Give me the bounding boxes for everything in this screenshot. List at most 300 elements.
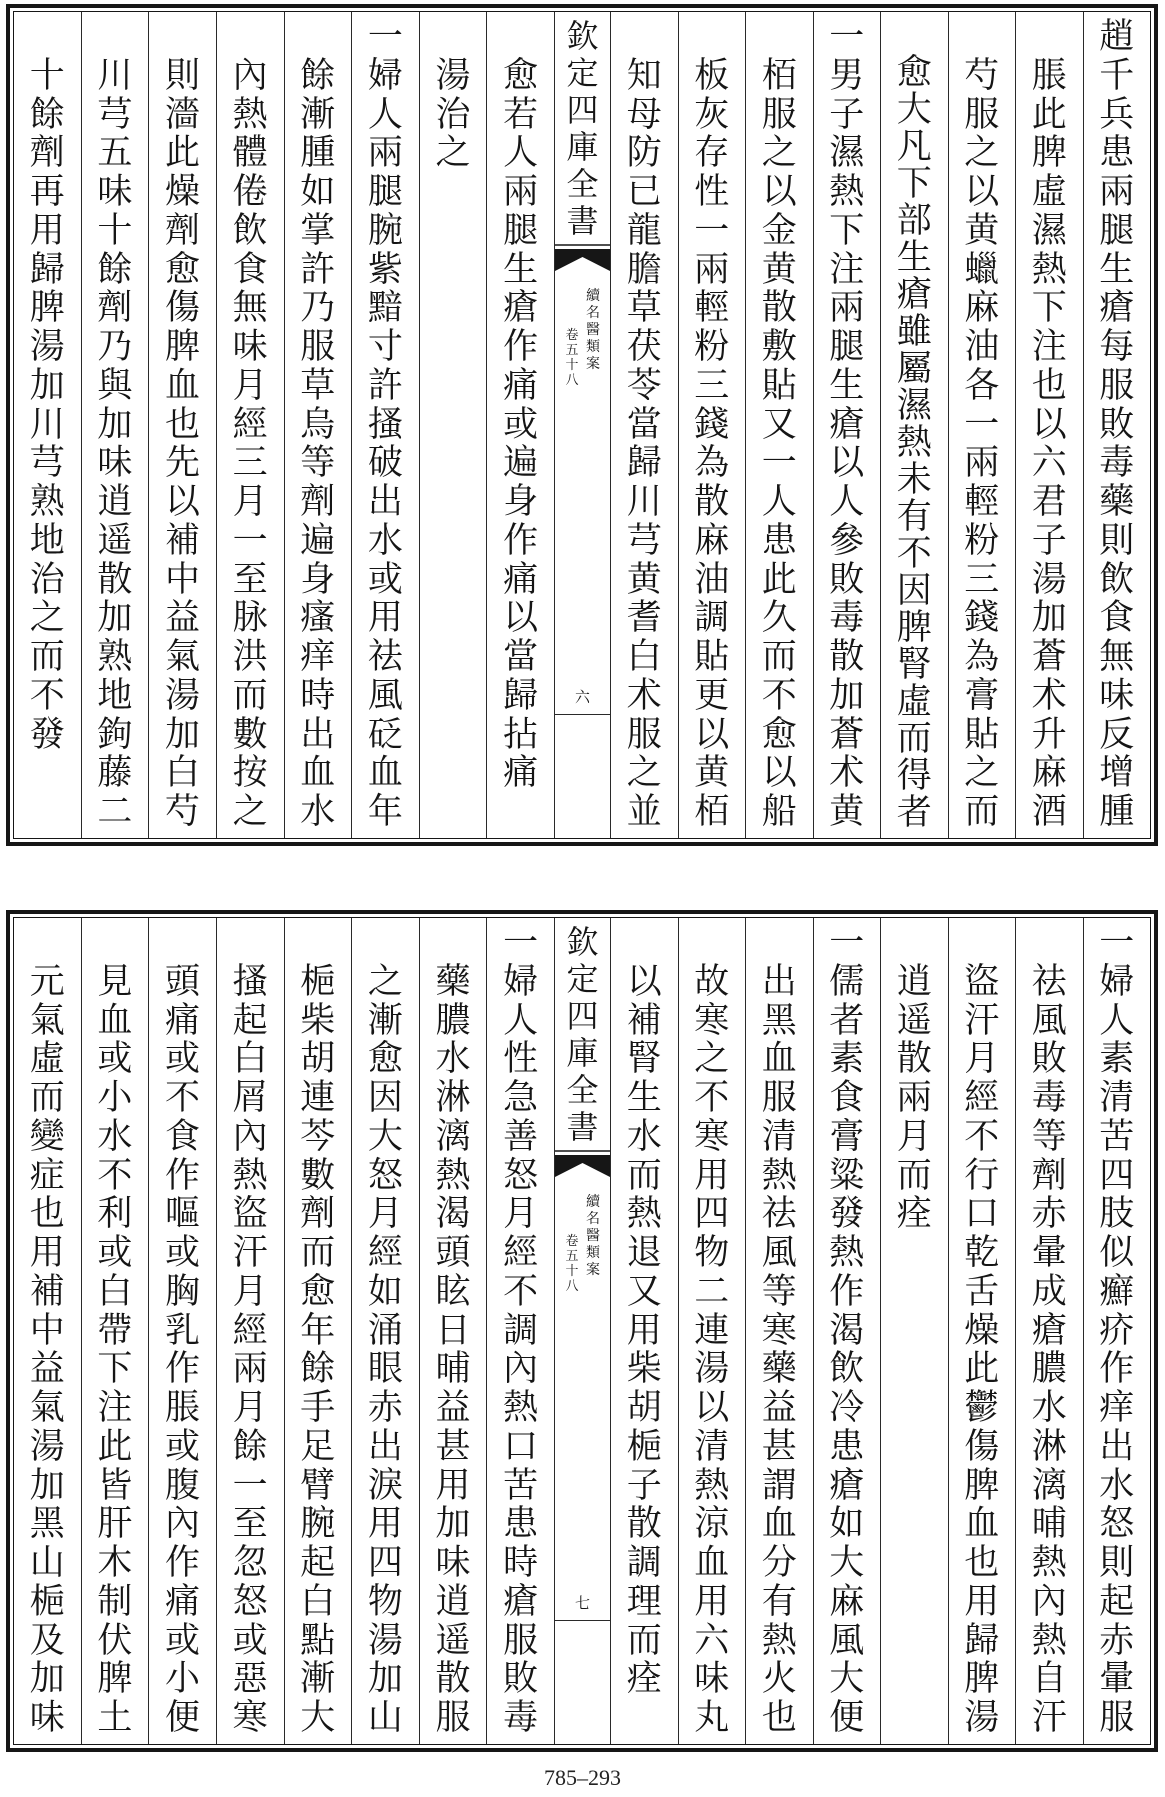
character: 瘡 bbox=[1099, 288, 1135, 329]
character: 如 bbox=[300, 172, 336, 212]
character: 用 bbox=[29, 210, 65, 251]
character: 皆 bbox=[97, 1465, 133, 1506]
character: 清 bbox=[1099, 1078, 1135, 1118]
character: 全 bbox=[566, 1071, 599, 1109]
character: 下 bbox=[1031, 288, 1067, 329]
character: 內 bbox=[232, 55, 268, 96]
fold-leaf-number bbox=[555, 688, 610, 706]
character: 愈 bbox=[503, 55, 539, 96]
character: 服 bbox=[626, 714, 662, 755]
character: 黯 bbox=[367, 288, 403, 329]
character: 人 bbox=[829, 482, 865, 522]
character: 搔 bbox=[232, 961, 268, 1002]
character: 腎 bbox=[896, 645, 932, 685]
character: 屬 bbox=[896, 349, 932, 389]
character: 歸 bbox=[964, 1620, 1000, 1661]
character: 腕 bbox=[367, 210, 403, 251]
character: 久 bbox=[761, 598, 797, 639]
character: 痊 bbox=[626, 1659, 662, 1700]
character: 一 bbox=[232, 520, 268, 561]
character: 五 bbox=[565, 1249, 579, 1264]
character: 腕 bbox=[300, 1504, 336, 1545]
character: 子 bbox=[1031, 520, 1067, 561]
character: 兩 bbox=[503, 172, 539, 212]
character: 飲 bbox=[829, 1349, 865, 1390]
character: 便 bbox=[829, 1698, 865, 1738]
character: 人 bbox=[503, 133, 539, 174]
character: 麻 bbox=[694, 520, 730, 561]
character: 時 bbox=[503, 1543, 539, 1583]
character: 酒 bbox=[1031, 792, 1067, 832]
character: 甚 bbox=[435, 1426, 471, 1467]
character: 調 bbox=[503, 1310, 539, 1351]
character: 治 bbox=[29, 559, 65, 600]
character: 水 bbox=[367, 520, 403, 561]
fish-tail-ornament bbox=[555, 244, 610, 274]
character: 清 bbox=[694, 1426, 730, 1467]
character: 食 bbox=[165, 1116, 201, 1157]
character: 十 bbox=[565, 1264, 579, 1279]
character: 不 bbox=[29, 675, 65, 716]
character: 黑 bbox=[29, 1504, 65, 1545]
character: 等 bbox=[1031, 1116, 1067, 1157]
character: 人 bbox=[367, 94, 403, 135]
character: 素 bbox=[1099, 1039, 1135, 1080]
character: 續 bbox=[586, 1194, 600, 1210]
character: 血 bbox=[761, 1039, 797, 1080]
character: 兩 bbox=[896, 1078, 932, 1118]
character: 暈 bbox=[1099, 1659, 1135, 1700]
text-column bbox=[81, 918, 149, 1744]
character: 五 bbox=[97, 133, 133, 174]
character: 遥 bbox=[97, 520, 133, 561]
character: 類 bbox=[586, 339, 600, 355]
character: 服 bbox=[1099, 1698, 1135, 1738]
character: 散 bbox=[829, 637, 865, 677]
character: 乃 bbox=[97, 327, 133, 367]
character: 二 bbox=[694, 1271, 730, 1312]
character: 生 bbox=[829, 365, 865, 406]
character: 食 bbox=[232, 249, 268, 290]
character: 川 bbox=[626, 482, 662, 522]
character: 腫 bbox=[300, 133, 336, 174]
character: 也 bbox=[761, 1698, 797, 1738]
character: 鬱 bbox=[964, 1388, 1000, 1428]
character: 以 bbox=[503, 598, 539, 639]
text-column bbox=[1015, 12, 1083, 838]
character: 加 bbox=[29, 1465, 65, 1506]
character: 掌 bbox=[300, 210, 336, 251]
character: 益 bbox=[435, 1388, 471, 1428]
character: 小 bbox=[165, 1659, 201, 1700]
text-column bbox=[351, 918, 419, 1744]
character: 因 bbox=[367, 1078, 403, 1118]
fold-title bbox=[555, 924, 610, 1146]
left-half-page bbox=[14, 12, 554, 838]
character: 散 bbox=[435, 1659, 471, 1700]
character: 已 bbox=[626, 172, 662, 212]
character: 物 bbox=[367, 1581, 403, 1622]
character: 許 bbox=[300, 249, 336, 290]
character: 行 bbox=[964, 1155, 1000, 1196]
character: 之 bbox=[435, 133, 471, 174]
character: 母 bbox=[626, 94, 662, 135]
character: 散 bbox=[694, 482, 730, 522]
character: 調 bbox=[626, 1543, 662, 1583]
character: 當 bbox=[503, 637, 539, 677]
character: 嘔 bbox=[165, 1194, 201, 1235]
character: 生 bbox=[896, 238, 932, 278]
character: 耆 bbox=[626, 598, 662, 639]
character: 砭 bbox=[367, 714, 403, 755]
character: 與 bbox=[97, 365, 133, 406]
character: 儒 bbox=[829, 961, 865, 1002]
character: 肢 bbox=[1099, 1194, 1135, 1235]
character: 熱 bbox=[1031, 249, 1067, 290]
character: 脾 bbox=[29, 288, 65, 329]
text-column bbox=[948, 918, 1016, 1744]
character: 作 bbox=[1099, 1349, 1135, 1390]
character: 風 bbox=[829, 1620, 865, 1661]
character: 船 bbox=[761, 792, 797, 832]
character: 則 bbox=[1099, 520, 1135, 561]
character: 愈 bbox=[896, 53, 932, 93]
character: 加 bbox=[1031, 598, 1067, 639]
character: 烏 bbox=[300, 404, 336, 445]
character: 餘 bbox=[300, 1349, 336, 1390]
character: 惡 bbox=[232, 1659, 268, 1700]
character: 十 bbox=[565, 358, 579, 373]
character: 作 bbox=[165, 1155, 201, 1196]
character: 名 bbox=[586, 1211, 600, 1227]
character: 並 bbox=[626, 792, 662, 832]
character: 至 bbox=[232, 1504, 268, 1545]
character: 汗 bbox=[232, 1233, 268, 1273]
character: 益 bbox=[165, 598, 201, 639]
character: 以 bbox=[694, 1388, 730, 1428]
character: 男 bbox=[829, 55, 865, 96]
character: 胡 bbox=[300, 1039, 336, 1080]
character: 升 bbox=[1031, 714, 1067, 755]
character: 每 bbox=[1099, 327, 1135, 367]
character: 而 bbox=[761, 637, 797, 677]
character: 連 bbox=[694, 1310, 730, 1351]
character: 之 bbox=[694, 1039, 730, 1080]
character: 痛 bbox=[503, 365, 539, 406]
character: 一 bbox=[367, 17, 403, 57]
character: 不 bbox=[97, 1155, 133, 1196]
character: 月 bbox=[232, 1271, 268, 1312]
character: 油 bbox=[964, 327, 1000, 367]
character: 者 bbox=[829, 1000, 865, 1041]
character: 血 bbox=[300, 753, 336, 794]
character: 粱 bbox=[829, 1155, 865, 1196]
character: 鉤 bbox=[97, 714, 133, 755]
character: 伏 bbox=[97, 1620, 133, 1661]
character: 瘡 bbox=[1031, 1310, 1067, 1351]
character: 湯 bbox=[435, 55, 471, 96]
character: 乾 bbox=[964, 1233, 1000, 1273]
character: 以 bbox=[694, 714, 730, 755]
character: 凡 bbox=[896, 127, 932, 167]
character: 渴 bbox=[435, 1194, 471, 1235]
character: 數 bbox=[232, 714, 268, 755]
character: 芩 bbox=[300, 1116, 336, 1157]
character: 膽 bbox=[626, 249, 662, 290]
character: 熱 bbox=[626, 1194, 662, 1235]
character: 术 bbox=[1031, 675, 1067, 716]
character: 之 bbox=[29, 598, 65, 639]
character: 益 bbox=[761, 1388, 797, 1428]
character: 貼 bbox=[761, 365, 797, 406]
right-half-page bbox=[610, 918, 1150, 1744]
character: 赤 bbox=[1031, 1194, 1067, 1235]
text-column bbox=[81, 12, 149, 838]
character: 水 bbox=[300, 792, 336, 832]
character: 兩 bbox=[367, 133, 403, 174]
character: 一 bbox=[829, 923, 865, 963]
character: 日 bbox=[435, 1310, 471, 1351]
character: 熱 bbox=[896, 423, 932, 463]
character: 用 bbox=[694, 1155, 730, 1196]
character: 洪 bbox=[232, 637, 268, 677]
character: 傷 bbox=[165, 288, 201, 329]
character: 漸 bbox=[300, 94, 336, 135]
character: 注 bbox=[829, 249, 865, 290]
character: 物 bbox=[694, 1233, 730, 1273]
character: 生 bbox=[1099, 249, 1135, 290]
text-column bbox=[486, 12, 554, 838]
character: 一 bbox=[1099, 923, 1135, 963]
character: 點 bbox=[300, 1620, 336, 1661]
character: 腿 bbox=[829, 327, 865, 367]
character: 貼 bbox=[964, 714, 1000, 755]
character: 乳 bbox=[165, 1310, 201, 1351]
character: 注 bbox=[97, 1388, 133, 1428]
character: 劑 bbox=[165, 210, 201, 251]
character: 癬 bbox=[1099, 1271, 1135, 1312]
character: 梔 bbox=[29, 1581, 65, 1622]
character: 而 bbox=[232, 675, 268, 716]
character: 散 bbox=[626, 1504, 662, 1545]
character: 性 bbox=[503, 1039, 539, 1080]
text-column bbox=[1015, 918, 1083, 1744]
character: 補 bbox=[29, 1271, 65, 1312]
character: 瘡 bbox=[503, 1581, 539, 1622]
text-column bbox=[419, 12, 487, 838]
character: 血 bbox=[367, 753, 403, 794]
character: 腫 bbox=[1099, 792, 1135, 832]
character: 脾 bbox=[97, 1659, 133, 1700]
character: 身 bbox=[503, 482, 539, 522]
character: 湯 bbox=[1031, 559, 1067, 600]
character: 二 bbox=[97, 792, 133, 832]
character: 瘡 bbox=[829, 1465, 865, 1506]
character: 發 bbox=[829, 1194, 865, 1235]
center-fold-column bbox=[554, 918, 610, 1744]
character: 經 bbox=[964, 1078, 1000, 1118]
character: 虛 bbox=[29, 1039, 65, 1080]
character: 血 bbox=[97, 1000, 133, 1041]
character: 風 bbox=[1031, 1000, 1067, 1041]
character: 蒼 bbox=[1031, 637, 1067, 677]
character: 腹 bbox=[165, 1465, 201, 1506]
character: 虛 bbox=[1031, 172, 1067, 212]
character: 一 bbox=[829, 17, 865, 57]
character: 燥 bbox=[964, 1310, 1000, 1351]
character: 有 bbox=[896, 497, 932, 537]
character: 體 bbox=[232, 133, 268, 174]
character: 六 bbox=[1031, 443, 1067, 484]
text-column bbox=[284, 12, 352, 838]
character: 子 bbox=[829, 94, 865, 135]
character: 用 bbox=[367, 598, 403, 639]
character: 下 bbox=[896, 164, 932, 204]
character: 以 bbox=[626, 961, 662, 1002]
character: 加 bbox=[829, 675, 865, 716]
character: 庫 bbox=[566, 128, 599, 166]
character: 散 bbox=[896, 1039, 932, 1080]
character: 無 bbox=[1099, 637, 1135, 677]
character: 類 bbox=[586, 1245, 600, 1261]
character: 大 bbox=[367, 1116, 403, 1157]
character: 作 bbox=[829, 1271, 865, 1312]
character: 湯 bbox=[694, 1349, 730, 1390]
character: 忽 bbox=[232, 1543, 268, 1583]
character: 案 bbox=[586, 1262, 600, 1278]
character: 川 bbox=[29, 404, 65, 445]
character: 熱 bbox=[1031, 1620, 1067, 1661]
character: 粉 bbox=[694, 327, 730, 367]
character: 卷 bbox=[565, 1234, 579, 1249]
character: 貼 bbox=[694, 637, 730, 677]
character: 劑 bbox=[1031, 1155, 1067, 1196]
character: 歸 bbox=[626, 443, 662, 484]
character: 水 bbox=[435, 1039, 471, 1080]
character: 加 bbox=[97, 404, 133, 445]
character: 味 bbox=[97, 443, 133, 484]
character: 麻 bbox=[1031, 753, 1067, 794]
character: 白 bbox=[97, 1271, 133, 1312]
character: 漓 bbox=[1031, 1465, 1067, 1506]
character: 破 bbox=[367, 443, 403, 484]
character: 味 bbox=[232, 327, 268, 367]
text-column bbox=[148, 12, 216, 838]
character: 敗 bbox=[829, 559, 865, 600]
character: 屑 bbox=[232, 1078, 268, 1118]
character: 五 bbox=[565, 343, 579, 358]
fold-book-title bbox=[583, 1194, 603, 1279]
character: 起 bbox=[1099, 1581, 1135, 1622]
character: 白 bbox=[626, 637, 662, 677]
character: 內 bbox=[1031, 1581, 1067, 1622]
character: 傷 bbox=[964, 1426, 1000, 1467]
character: 因 bbox=[896, 571, 932, 611]
character: 濕 bbox=[1031, 210, 1067, 251]
character: 服 bbox=[964, 94, 1000, 135]
text-column bbox=[14, 918, 81, 1744]
character: 怒 bbox=[232, 1581, 268, 1622]
character: 毒 bbox=[503, 1698, 539, 1738]
character: 書 bbox=[566, 1108, 599, 1146]
reprint-page-number: 785–293 bbox=[544, 1765, 621, 1790]
character: 而 bbox=[29, 637, 65, 677]
text-column bbox=[284, 918, 352, 1744]
text-column bbox=[1083, 12, 1151, 838]
character: 元 bbox=[29, 961, 65, 1002]
character: 眼 bbox=[367, 1349, 403, 1390]
character: 怒 bbox=[367, 1155, 403, 1196]
character: 暈 bbox=[1031, 1233, 1067, 1273]
character: 芍 bbox=[964, 55, 1000, 96]
text-column bbox=[610, 918, 678, 1744]
character: 寒 bbox=[694, 1116, 730, 1157]
character: 味 bbox=[29, 1698, 65, 1738]
character: 地 bbox=[97, 675, 133, 716]
character: 也 bbox=[964, 1543, 1000, 1583]
character: 黄 bbox=[761, 249, 797, 290]
character: 祛 bbox=[761, 1194, 797, 1235]
character: 也 bbox=[1031, 365, 1067, 406]
character: 熱 bbox=[694, 1465, 730, 1506]
character: 故 bbox=[694, 961, 730, 1002]
character: 熟 bbox=[97, 637, 133, 677]
character: 味 bbox=[1099, 675, 1135, 716]
text-column bbox=[745, 918, 813, 1744]
character: 加 bbox=[97, 598, 133, 639]
character: 以 bbox=[964, 172, 1000, 212]
character: 也 bbox=[165, 404, 201, 445]
character: 利 bbox=[97, 1194, 133, 1235]
text-column bbox=[148, 918, 216, 1744]
character: 月 bbox=[367, 1194, 403, 1235]
character: 輕 bbox=[964, 482, 1000, 522]
character: 湯 bbox=[367, 1620, 403, 1661]
character: 連 bbox=[300, 1078, 336, 1118]
character: 月 bbox=[896, 1116, 932, 1157]
character: 倦 bbox=[232, 172, 268, 212]
character: 則 bbox=[165, 55, 201, 96]
character: 口 bbox=[503, 1426, 539, 1467]
character: 帶 bbox=[97, 1310, 133, 1351]
character: 自 bbox=[1031, 1659, 1067, 1700]
character: 婦 bbox=[1099, 961, 1135, 1002]
character: 一 bbox=[503, 923, 539, 963]
character: 卷 bbox=[565, 328, 579, 343]
character: 下 bbox=[829, 210, 865, 251]
character: 七 bbox=[574, 1594, 590, 1612]
character: 餘 bbox=[232, 1426, 268, 1467]
character: 栢 bbox=[694, 792, 730, 832]
character: 熱 bbox=[503, 1388, 539, 1428]
character: 兩 bbox=[1099, 172, 1135, 212]
character: 理 bbox=[626, 1581, 662, 1622]
character: 膿 bbox=[1031, 1349, 1067, 1390]
character: 灰 bbox=[694, 94, 730, 135]
character: 大 bbox=[829, 1659, 865, 1700]
character: 藤 bbox=[97, 753, 133, 794]
character: 全 bbox=[566, 165, 599, 203]
character: 定 bbox=[566, 960, 599, 998]
character: 舌 bbox=[964, 1271, 1000, 1312]
character: 脹 bbox=[1031, 55, 1067, 96]
character: 六 bbox=[694, 1620, 730, 1661]
character: 氣 bbox=[165, 637, 201, 677]
character: 輕 bbox=[694, 288, 730, 329]
character: 作 bbox=[503, 327, 539, 367]
character: 汗 bbox=[1031, 1698, 1067, 1738]
character: 麻 bbox=[964, 288, 1000, 329]
